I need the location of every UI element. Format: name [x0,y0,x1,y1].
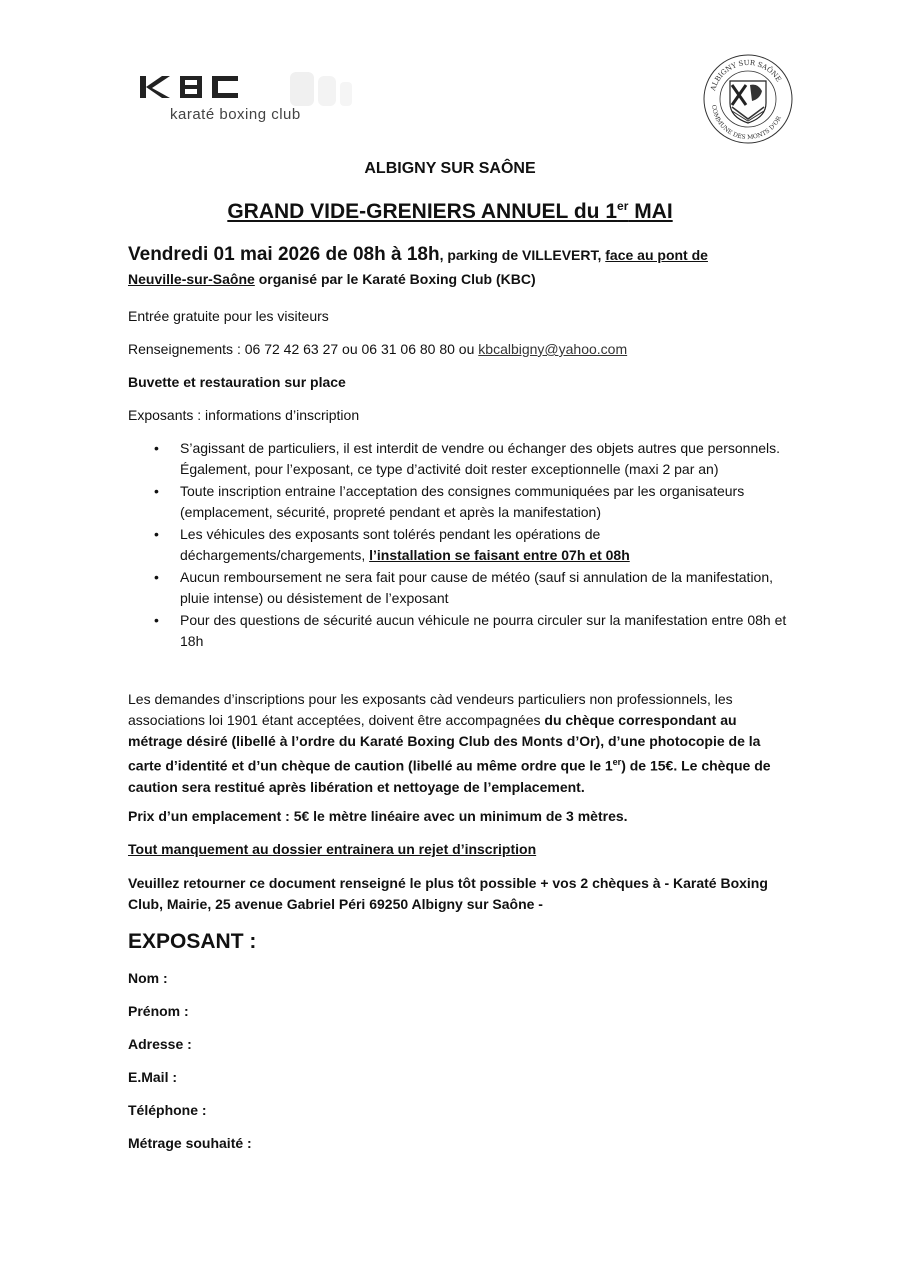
exposants-heading: Exposants : informations d’inscription [128,407,360,423]
info-line: Renseignements : 06 72 42 63 27 ou 06 31 06 80 80 ou kbcalbigny@yahoo.com [128,341,628,357]
town-name: ALBIGNY SUR SAÔNE [364,160,536,177]
svg-text:COMMUNE DES MONTS D'OR: COMMUNE DES MONTS D'OR [709,104,783,142]
return-note: Veuillez retourner ce document renseigné le plus tôt possible + vos 2 chèques à - Karaté Boxing Club, Mairie, 25 avenue Gabriel Péri 69250 Albigny sur Saône - [128,875,768,912]
exposant-heading: EXPOSANT : [128,930,257,953]
requests-paragraph: Les demandes d’inscriptions pour les exposants càd vendeurs particuliers non professionnels, les associations loi 1901 étant acceptées, doivent être accompagnées du chèque correspondant au métrage désiré (libellé à l’ordre du Karaté Boxing Club des Monts d’Or), d’une photocopie de la carte d’identité et d’un chèque de caution (libellé au même ordre que le 1er) de 15€. Le chèque de caution sera restitué après libération et nettoyage de l’emplacement. [128,691,771,795]
list-item: • Pour des questions de sécurité aucun véhicule ne pourra circuler sur la manifestation entre 08h et 18h [154,612,787,649]
event-details: Vendredi 01 mai 2026 de 08h à 18h, parking de VILLEVERT, face au pont de Neuville-sur-Saône organisé par le Karaté Boxing Club (KBC) [128,244,708,287]
list-item: • Aucun remboursement ne sera fait pour cause de météo (sauf si annulation de la manifestation, pluie intense) ou désistement de l’exposant [154,569,774,606]
kbc-tagline: karaté boxing club [170,106,301,123]
town-seal [702,53,794,150]
nom-field[interactable]: Nom : [128,970,168,986]
kbc-logo-graphic [140,70,360,110]
adresse-field[interactable]: Adresse : [128,1036,192,1052]
prenom-field[interactable]: Prénom : [128,1003,189,1019]
warning-text: Tout manquement au dossier entrainera un rejet d’inscription [128,841,537,857]
entry-text: Entrée gratuite pour les visiteurs [128,308,329,324]
list-item: • S’agissant de particuliers, il est interdit de vendre ou échanger des objets autres que personnels. Également, pour l’exposant, ce type d’activité doit rester exceptionnelle (maxi 2 par an) [154,440,781,477]
telephone-field[interactable]: Téléphone : [128,1102,207,1118]
list-item: • Toute inscription entraine l’acceptation des consignes communiquées par les organisateurs (emplacement, sécurité, propreté pendant et après la manifestation) [154,483,745,520]
metrage-field[interactable]: Métrage souhaité : [128,1135,252,1151]
albigny-seal-icon [702,53,794,145]
buvette-text: Buvette et restauration sur place [128,374,346,390]
svg-text:ALBIGNY SUR SAÔNE: ALBIGNY SUR SAÔNE [709,58,783,92]
location-link: face au pont de Neuville-sur-Saône [128,247,708,287]
email-link[interactable]: kbcalbigny@yahoo.com [478,341,628,357]
price-text: Prix d’un emplacement : 5€ le mètre linéaire avec un minimum de 3 mètres. [128,808,628,824]
event-date: Vendredi 01 mai 2026 de 08h à 18h [128,244,440,265]
page-title: GRAND VIDE-GRENIERS ANNUEL du 1er MAI [227,199,673,223]
list-item: • Les véhicules des exposants sont tolérés pendant les opérations de déchargements/chargements, l’installation se faisant entre 07h et 08h [154,526,630,563]
email-field[interactable]: E.Mail : [128,1069,178,1085]
rules-list [128,438,788,653]
